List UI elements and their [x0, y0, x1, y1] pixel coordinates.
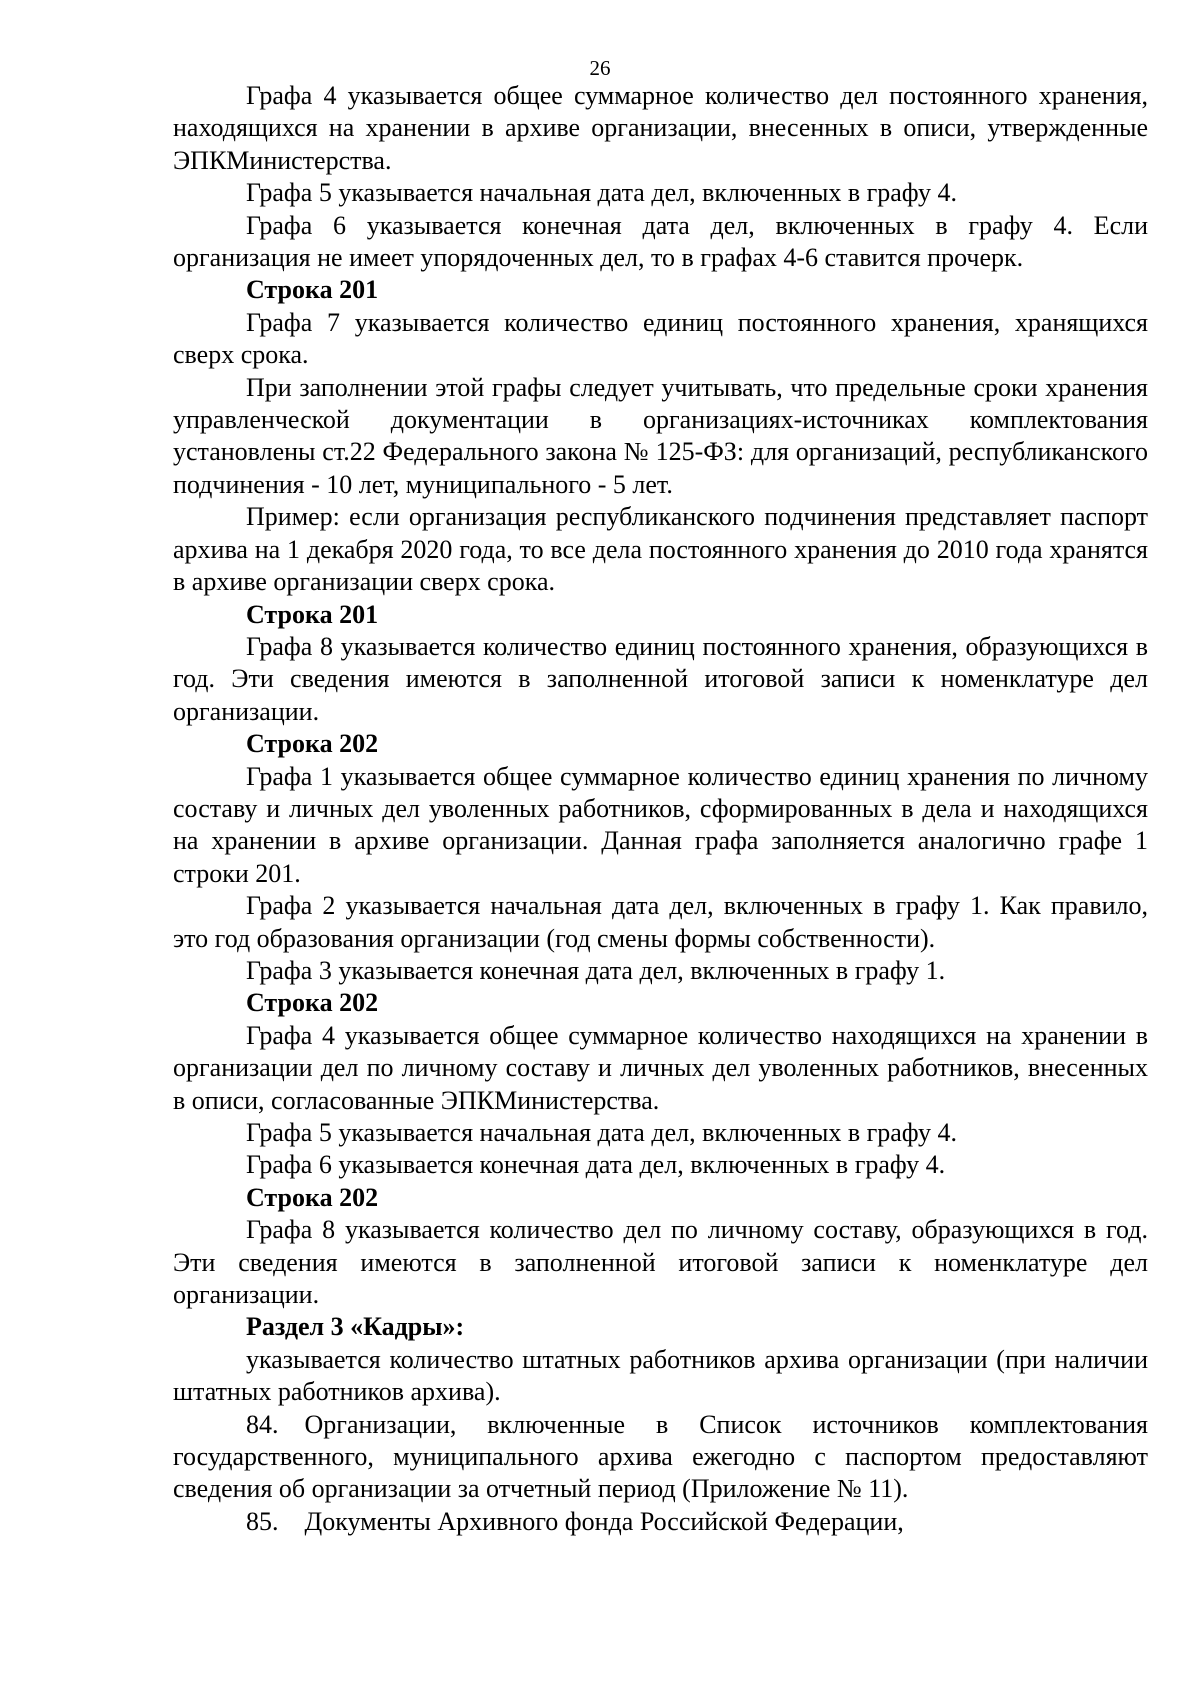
paragraph: Графа 6 указывается конечная дата дел, включенных в графу 4. [246, 1150, 946, 1180]
paragraph: Графа 5 указывается начальная дата дел, включенных в графу 4. [246, 178, 958, 208]
paragraph: Графа 2 указывается начальная дата дел, включенных в графу 1. Как правило, это год образования организации (год смены формы собственности). [173, 891, 1148, 953]
document-body [173, 80, 1148, 1538]
paragraph: Графа 6 указывается конечная дата дел, включенных в графу 4. Если организация не имеет упорядоченных дел, то в графах 4-6 ставится прочерк. [173, 210, 1148, 273]
paragraph: Графа 3 указывается конечная дата дел, включенных в графу 1. [246, 955, 946, 985]
paragraph: Графа 5 указывается начальная дата дел, включенных в графу 4. [246, 1118, 958, 1147]
paragraph: Графа 1 указывается общее суммарное количество единиц хранения по личному составу и личных дел уволенных работников, сформированных в дела и находящихся на хранении в архиве организации. Данная графа заполняется аналогично графе 1 строки 201. [173, 761, 1148, 888]
numbered-paragraph: 84. Организации, включенные в Список источников комплектования государственного, муниципального архива ежегодно с паспортом предоставляют сведения об организации за отчетный период (Приложение № 11). [173, 1409, 1148, 1504]
numbered-paragraph: 85. Документы Архивного фонда Российской Федерации, [246, 1506, 904, 1536]
paragraph: Графа 7 указывается количество единиц постоянного хранения, хранящихся сверх срока. [173, 307, 1148, 370]
paragraph: Графа 8 указывается количество дел по личному составу, образующихся в год. Эти сведения имеются в заполненной итоговой записи к номенклатуре дел организации. [173, 1215, 1148, 1310]
paragraph: указывается количество штатных работников архива организации (при наличии штатных работников архива). [173, 1344, 1148, 1407]
section-heading: Строка 201 [246, 599, 379, 629]
section-heading: Раздел 3 «Кадры»: [246, 1312, 465, 1342]
section-heading: Строка 202 [246, 729, 379, 759]
paragraph: Графа 4 указывается общее суммарное количество дел постоянного хранения, находящихся на хранении в архиве организации, внесенных в описи, утвержденные ЭПКМинистерства. [173, 81, 1148, 175]
section-heading: Строка 201 [246, 275, 379, 305]
section-heading: Строка 202 [246, 1182, 379, 1212]
page-number: 26 [589, 56, 611, 80]
paragraph: Пример: если организация республиканского подчинения представляет паспорт архива на 1 декабря 2020 года, то все дела постоянного хранения до 2010 года хранятся в архиве организации сверх срока. [173, 502, 1148, 597]
paragraph: Графа 8 указывается количество единиц постоянного хранения, образующихся в год. Эти сведения имеются в заполненной итоговой записи к номенклатуре дел организации. [173, 631, 1148, 726]
section-heading: Строка 202 [246, 988, 379, 1018]
paragraph: При заполнении этой графы следует учитывать, что предельные сроки хранения управленческой документации в организациях-источниках комплектования установлены ст.22 Федерального закона № 125-ФЗ: для организаций, республиканского подчинения - 10 лет, муниципального - 5 лет. [173, 372, 1148, 499]
paragraph: Графа 4 указывается общее суммарное количество находящихся на хранении в организации дел по личному составу и личных дел уволенных работников, внесенных в описи, согласованные ЭПКМинистерства. [173, 1020, 1148, 1115]
